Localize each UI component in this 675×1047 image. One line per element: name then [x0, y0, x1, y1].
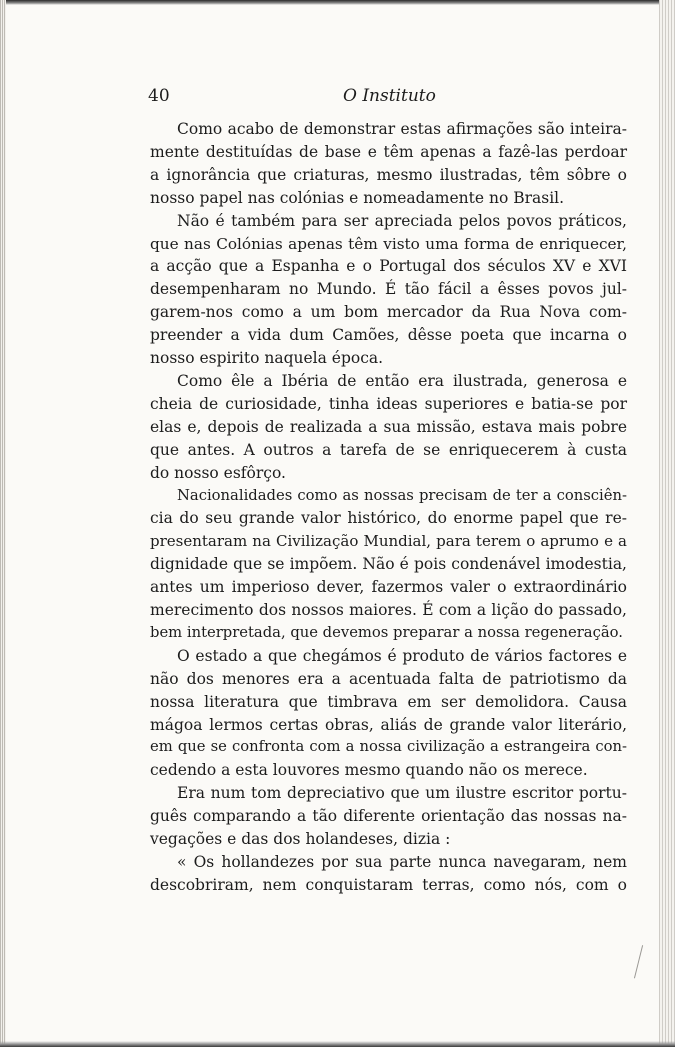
pencil-mark [634, 945, 645, 979]
paragraph-4 [150, 485, 627, 645]
text-line: a acção que a Espanha e o Portugal dos séculos XV e XVI [150, 257, 627, 276]
paragraph-1 [150, 118, 627, 210]
scan-edge-left [0, 0, 6, 1047]
text-line: que nas Colónias apenas têm visto uma forma de enriquecer, [150, 234, 627, 253]
text-line: elas e, depois de realizada a sua missão, estava mais pobre [150, 417, 627, 436]
text-line: preender a vida dum Camões, dêsse poeta que incarna o [150, 326, 627, 345]
text-line: a ignorância que criaturas, mesmo ilustradas, têm sôbre o [150, 165, 627, 184]
text-line: vegações e das dos holandeses, dizia : [150, 830, 451, 849]
text-line: não dos menores era a acentuada falta de patriotismo da [150, 669, 627, 688]
text-line: cheia de curiosidade, tinha ideas superiores e batia-se por [150, 394, 627, 413]
text-line: Nacionalidades como as nossas precisam de ter a consciên- [177, 486, 627, 504]
text-line: bem interpretada, que devemos preparar a nossa regeneração. [150, 623, 623, 641]
running-header [148, 86, 628, 110]
text-line: mágoa lermos certas obras, aliás de grande valor literário, [150, 715, 627, 734]
text-line: dignidade que se impõem. Não é pois condenável imodestia, [150, 555, 627, 574]
text-line: Não é também para ser apreciada pelos povos práticos, [177, 211, 627, 230]
text-line: Como acabo de demonstrar estas afirmações são inteira- [177, 120, 627, 138]
text-line: do nosso esfôrço. [150, 463, 286, 482]
text-line: nosso papel nas colónias e nomeadamente no Brasil. [150, 188, 565, 207]
text-line: cedendo a esta louvores mesmo quando não os merece. [150, 761, 588, 780]
text-line: antes um imperioso dever, fazermos valer o extraordinário [150, 578, 627, 597]
text-line: em que se confronta com a nossa civilização a estrangeira con- [150, 738, 627, 756]
body-text [150, 118, 627, 897]
text-line: guês comparando a tão diferente orientação das nossas na- [150, 807, 627, 826]
paragraph-7-quote [150, 851, 627, 897]
paragraph-5 [150, 645, 627, 782]
text-line: Era num tom depreciativo que um ilustre escritor portu- [177, 784, 627, 803]
text-line: mente destituídas de base e têm apenas a fazê-las perdoar [150, 142, 627, 161]
text-line: que antes. A outros a tarefa de se enriquecerem à custa [150, 440, 627, 459]
text-line: nosso espirito naquela época. [150, 349, 384, 368]
text-line: Como êle a Ibéria de então era ilustrada, generosa e [177, 371, 627, 390]
text-line: « Os hollandezes por sua parte nunca navegaram, nem [177, 853, 627, 871]
text-line: desempenharam no Mundo. É tão fácil a êsses povos jul- [150, 280, 627, 299]
text-line: descobriram, nem conquistaram terras, como nós, com o [150, 875, 627, 894]
running-title: O Instituto [343, 86, 436, 106]
text-line: O estado a que chegámos é produto de vários factores e [177, 646, 627, 665]
paragraph-3 [150, 370, 627, 485]
page-stack-edge [659, 0, 675, 1047]
text-line: merecimento dos nossos maiores. É com a lição do passado, [150, 601, 627, 620]
text-line: nossa literatura que timbrava em ser demolidora. Causa [150, 692, 627, 711]
text-line: garem-nos como a um bom mercador da Rua Nova com- [150, 303, 627, 322]
text-line: presentaram na Civilização Mundial, para terem o aprumo e a [150, 532, 627, 551]
page-number: 40 [148, 86, 170, 106]
text-line: cia do seu grande valor histórico, do enorme papel que re- [150, 509, 627, 528]
scan-edge-top [0, 0, 675, 5]
scan-edge-bottom [0, 1041, 675, 1047]
paragraph-2 [150, 210, 627, 370]
paragraph-6 [150, 782, 627, 851]
